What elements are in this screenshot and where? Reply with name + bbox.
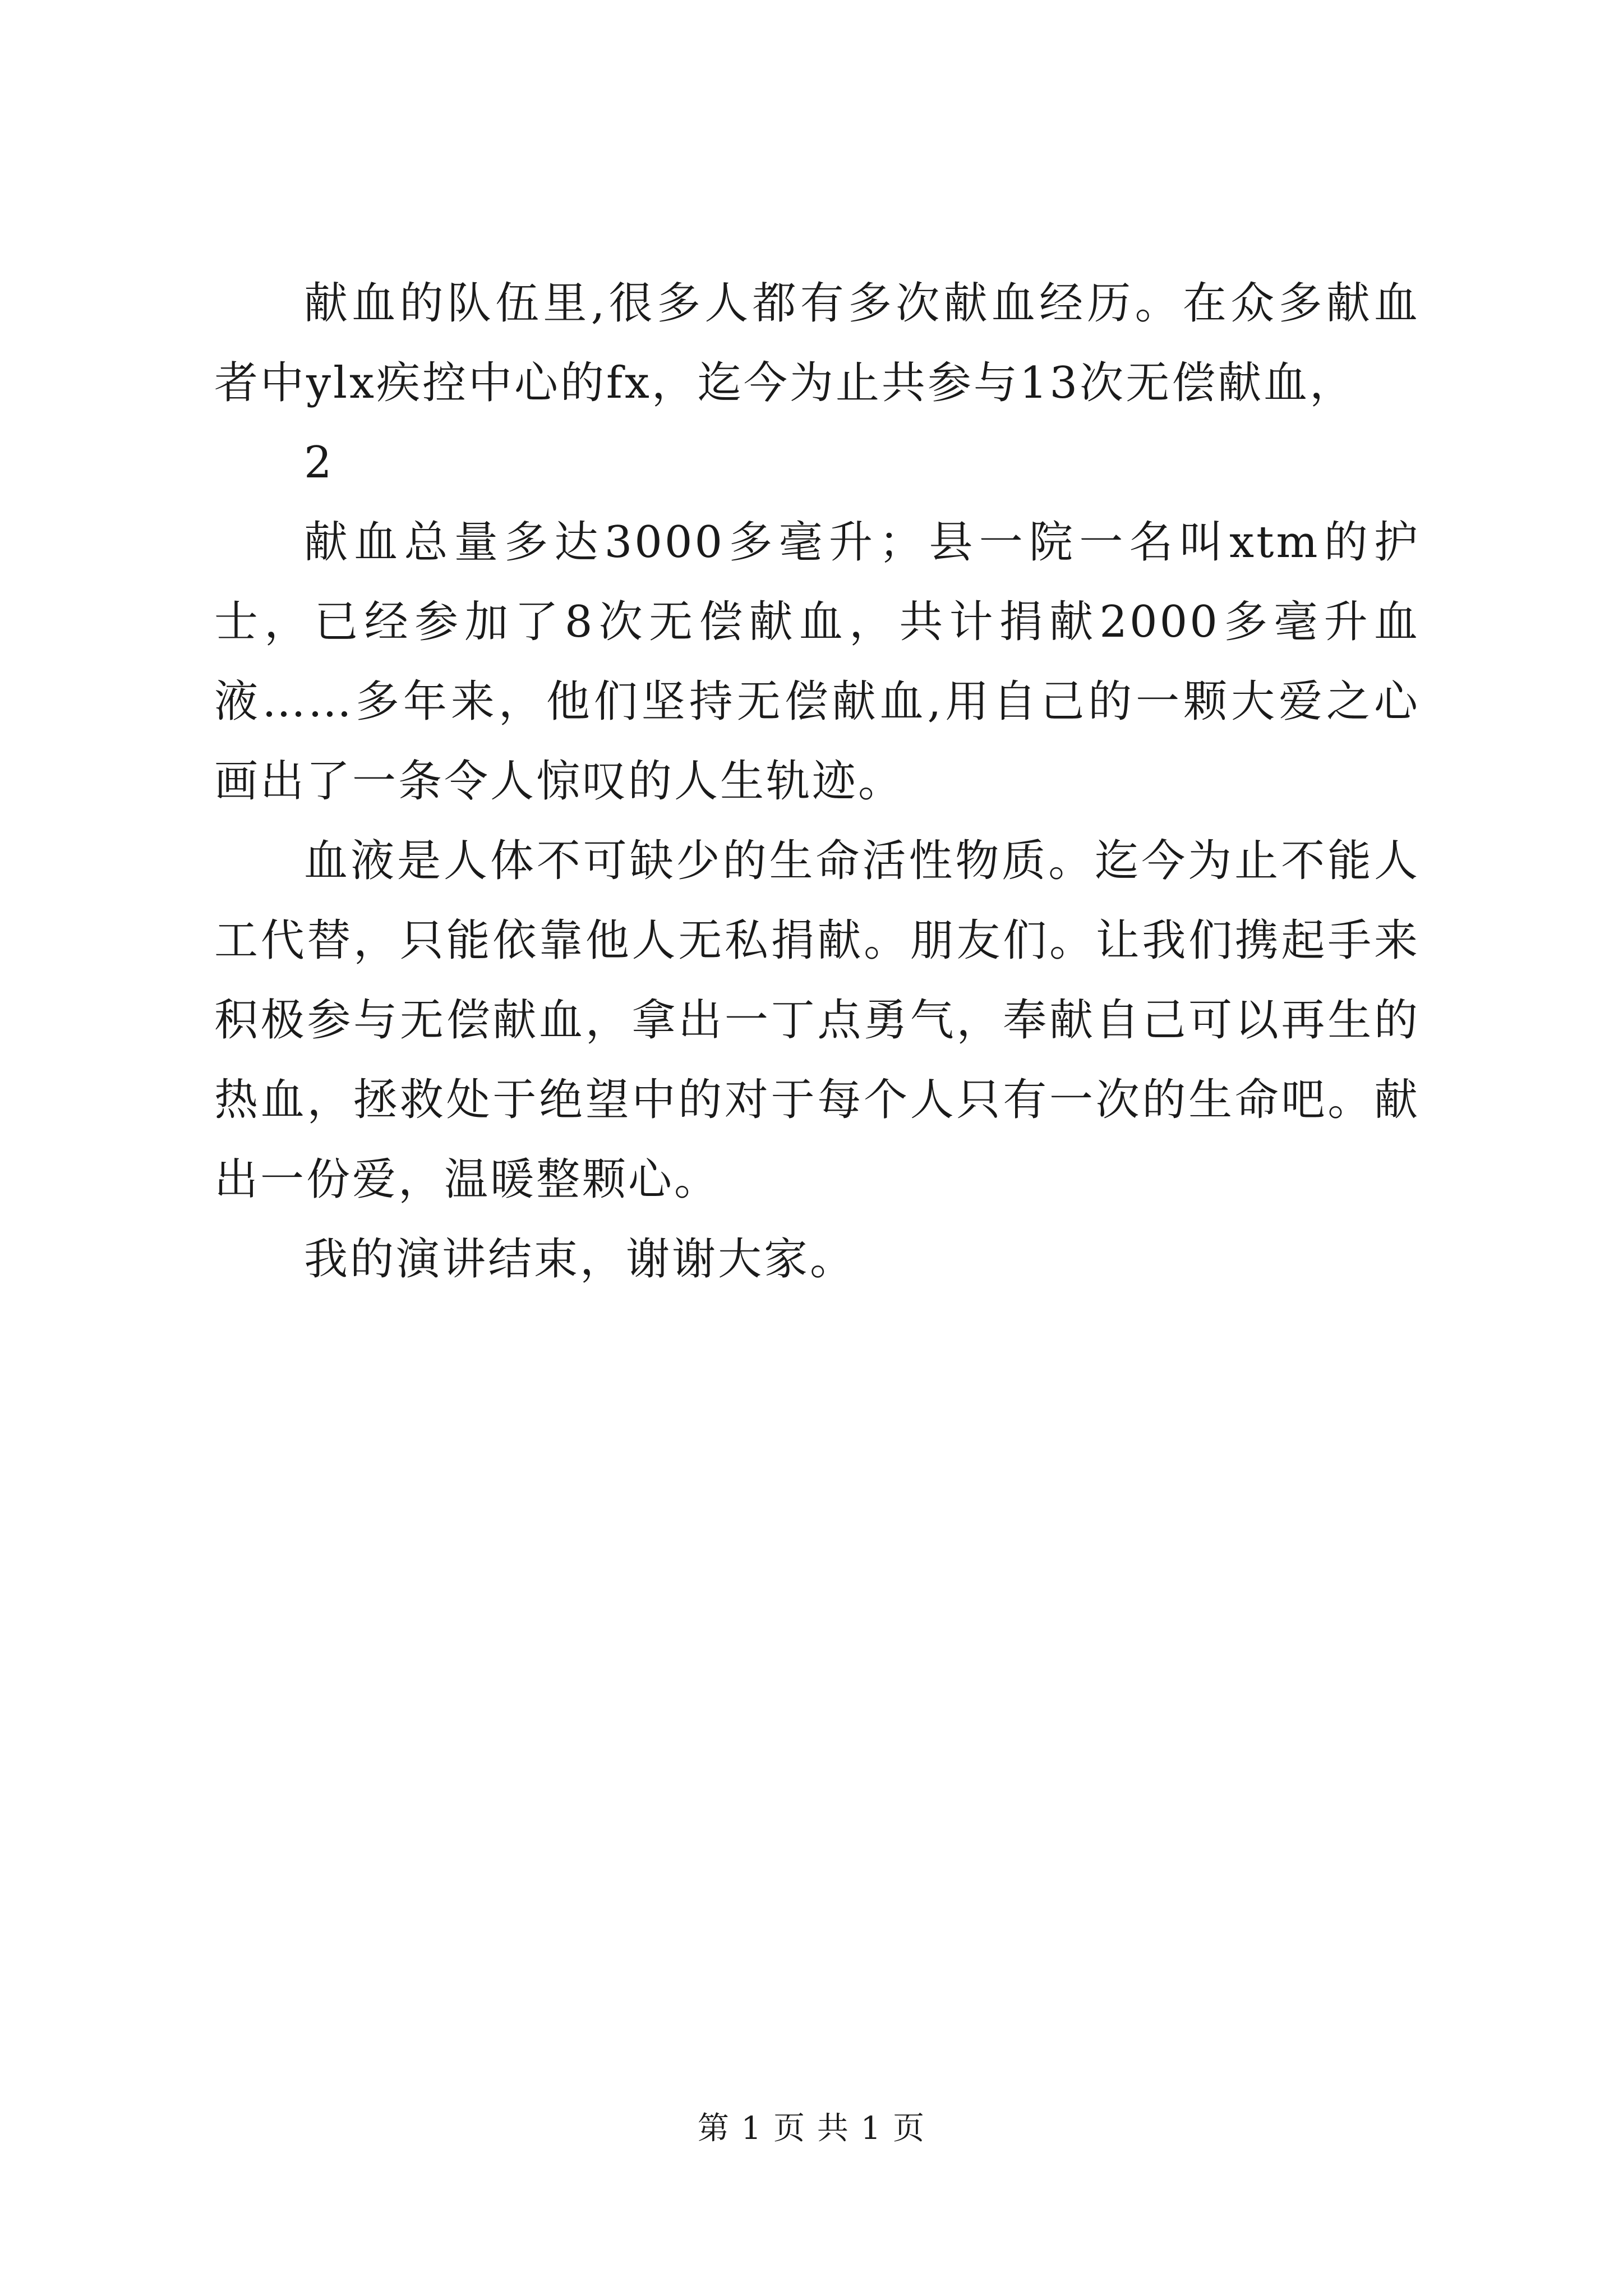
page-footer: 第 1 页 共 1 页 [697, 2110, 926, 2147]
paragraph-appeal: 血液是人体不可缺少的生命活性物质。迄今为止不能人工代替，只能依靠他人无私捐献。朋友们。让我们携起手来积极参与无偿献血，拿出一丁点勇气，奉献自己可以再生的热血，拯救处于绝望中的对于每个人只有一次的生命吧。献出一份爱，温暖整颗心。 [214, 836, 1420, 1205]
paragraph-closing: 我的演讲结束，谢谢大家。 [304, 1234, 856, 1285]
paragraph-blood-donors: 献血的队伍里,很多人都有多次献血经历。在众多献血者中ylx疾控中心的fx，迄今为止共参与13次无偿献血， [214, 278, 1420, 408]
paragraph-number: 2 [304, 438, 332, 488]
paragraph-donation-volume: 献血总量多达3000多毫升；县一院一名叫xtm的护士，已经参加了8次无偿献血，共计捐献2000多毫升血液……多年来，他们坚持无偿献血,用自己的一颗大爱之心画出了一条令人惊叹的人生轨迹。 [214, 517, 1420, 807]
document-body [214, 264, 1420, 1299]
